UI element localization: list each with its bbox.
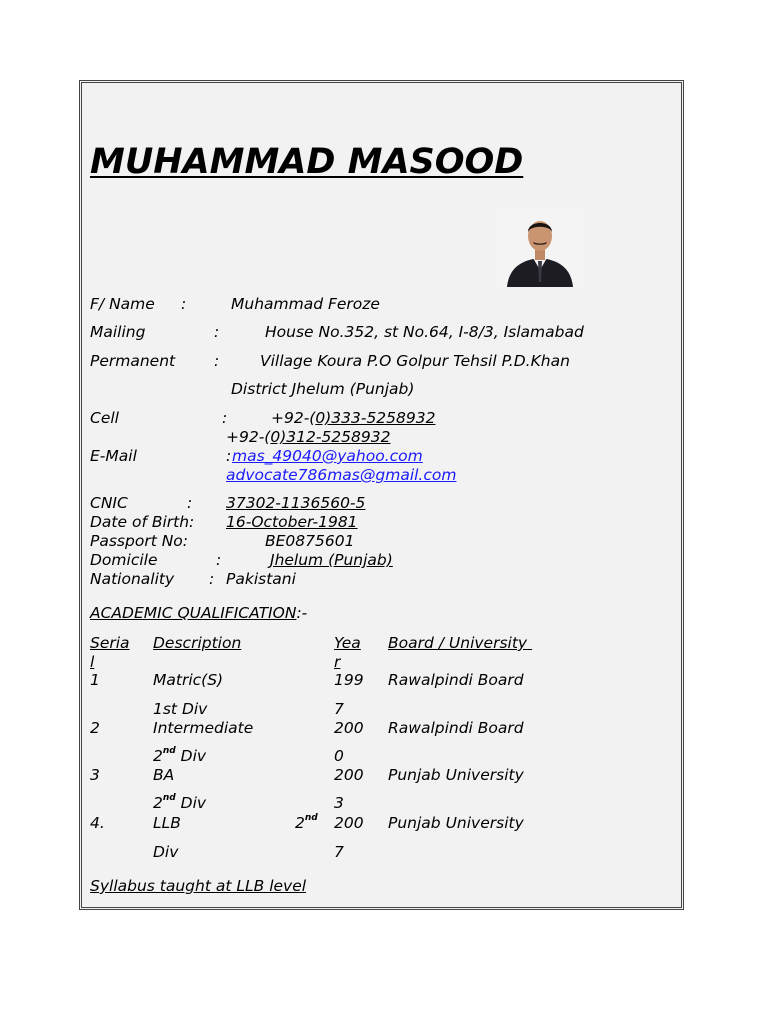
row4-year-2: 7 — [334, 843, 344, 861]
row1-year-2: 7 — [334, 700, 344, 718]
header-year-2: r — [334, 653, 341, 671]
header-board: Board / University — [388, 634, 528, 652]
email-link-1[interactable]: mas_49040@yahoo.com — [232, 447, 423, 465]
row2-serial: 2 — [90, 719, 100, 737]
row3-year-2: 3 — [334, 794, 344, 812]
cell-number-2: +92-(0)312-5258932 — [226, 428, 391, 446]
row2-board: Rawalpindi Board — [388, 719, 524, 737]
row1-board: Rawalpindi Board — [388, 671, 524, 689]
row3-div: 2nd Div — [153, 793, 207, 812]
fname-value: Muhammad Feroze — [231, 295, 380, 313]
dob-value: 16-October-1981 — [226, 513, 358, 531]
nationality-value: Pakistani — [226, 570, 296, 588]
header-serial-1: Seria — [90, 634, 130, 652]
mailing-label: Mailing — [90, 323, 146, 341]
passport-value: BE0875601 — [265, 532, 355, 550]
syllabus-heading: Syllabus taught at LLB level — [90, 877, 307, 895]
row1-div: 1st Div — [153, 700, 208, 718]
permanent-colon: : — [214, 352, 220, 370]
domicile-value: Jhelum (Punjab) — [270, 551, 393, 569]
row1-serial: 1 — [90, 671, 100, 689]
row4-serial: 4. — [90, 814, 105, 832]
header-description: Description — [153, 634, 242, 652]
domicile-label: Domicile — [90, 551, 158, 569]
permanent-label: Permanent — [90, 352, 176, 370]
academic-heading: ACADEMIC QUALIFICATION:- — [90, 604, 308, 622]
nationality-colon: : — [209, 570, 215, 588]
row2-div: 2nd Div — [153, 746, 207, 765]
row4-desc-tail: 2nd — [295, 813, 318, 832]
cnic-label: CNIC — [90, 494, 128, 512]
candidate-name: MUHAMMAD MASOOD — [90, 142, 524, 182]
permanent-value-line2: District Jhelum (Punjab) — [231, 380, 415, 398]
cell-number-1: +92-(0)333-5258932 — [271, 409, 436, 427]
profile-photo — [497, 208, 583, 287]
header-year-1: Yea — [334, 634, 361, 652]
row3-year-1: 200 — [334, 766, 364, 784]
row3-serial: 3 — [90, 766, 100, 784]
cv-page — [79, 80, 684, 910]
dob-label: Date of Birth: — [90, 513, 195, 531]
passport-label: Passport No: — [90, 532, 188, 550]
permanent-value-line1: Village Koura P.O Golpur Tehsil P.D.Khan — [260, 352, 570, 370]
row2-year-2: 0 — [334, 747, 344, 765]
cnic-colon: : — [187, 494, 193, 512]
email-label: E-Mail — [90, 447, 137, 465]
row4-div: Div — [153, 843, 179, 861]
row3-board: Punjab University — [388, 766, 524, 784]
row4-year-1: 200 — [334, 814, 364, 832]
email-colon: : — [226, 447, 232, 465]
row1-year-1: 199 — [334, 671, 364, 689]
mailing-value: House No.352, st No.64, I-8/3, Islamabad — [265, 323, 584, 341]
row3-desc: BA — [153, 766, 175, 784]
row4-board: Punjab University — [388, 814, 524, 832]
fname-colon: : — [181, 295, 187, 313]
cell-label: Cell — [90, 409, 119, 427]
row4-desc: LLB — [153, 814, 181, 832]
header-serial-2: l — [90, 653, 95, 671]
cnic-value: 37302-1136560-5 — [226, 494, 366, 512]
nationality-label: Nationality — [90, 570, 175, 588]
domicile-colon: : — [216, 551, 222, 569]
email-link-2[interactable]: advocate786mas@gmail.com — [226, 466, 457, 484]
row2-year-1: 200 — [334, 719, 364, 737]
fname-label: F/ Name — [90, 295, 155, 313]
row1-desc: Matric(S) — [153, 671, 224, 689]
mailing-colon: : — [214, 323, 220, 341]
cell-colon: : — [222, 409, 228, 427]
row2-desc: Intermediate — [153, 719, 254, 737]
